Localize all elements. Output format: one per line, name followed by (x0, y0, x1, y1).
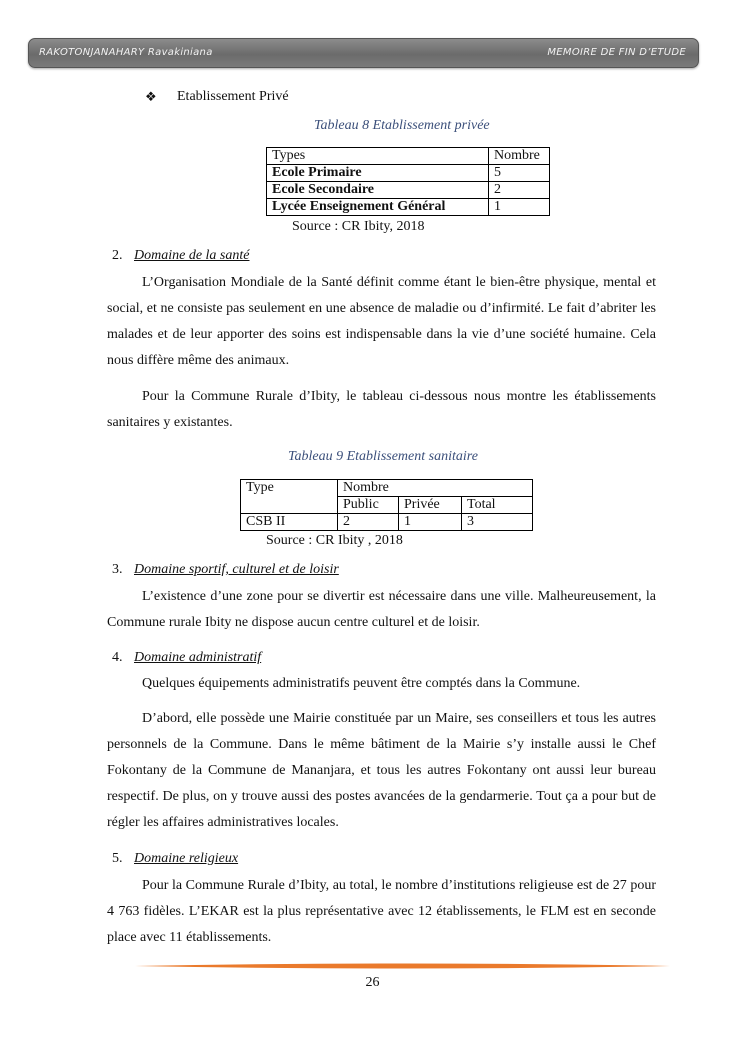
header-document-title: MEMOIRE DE FIN D’ETUDE (547, 47, 686, 58)
table-header-row (241, 480, 533, 497)
section-number: 2. (112, 248, 123, 263)
table-row (241, 514, 533, 531)
header-author: RAKOTONJANAHARY Ravakiniana (39, 47, 213, 58)
table-cell: 5 (489, 165, 550, 182)
paragraph: L’Organisation Mondiale de la Santé définit comme étant le bien-être physique, mental et social, et ne consiste pas seulement en une absence de maladie ou d’infirmité. Le fait d’abriter les malades et de leur apporter des soins est indispensable dans la vie d’une société humaine. Cela nous diffère même des animaux. (107, 275, 656, 368)
section-title: Domaine sportif, culturel et de loisir (134, 562, 339, 577)
table-cell: 1 (399, 514, 462, 531)
paragraph: L’existence d’une zone pour se divertir est nécessaire dans une ville. Malheureusement, la Commune rurale Ibity ne dispose aucun centre culturel et de loisir. (107, 589, 656, 630)
table-cell: Lycée Enseignement Général (267, 199, 489, 216)
footer-divider (135, 962, 670, 970)
bullet-heading: Etablissement Privé (177, 89, 289, 104)
table-cell: 2 (489, 182, 550, 199)
section-title: Domaine de la santé (134, 248, 250, 263)
table9-source: Source : CR Ibity , 2018 (266, 533, 403, 548)
paragraph: Quelques équipements administratifs peuvent être comptés dans la Commune. (142, 676, 581, 691)
section-number: 4. (112, 650, 123, 665)
table-header-cell: Nombre (338, 480, 533, 497)
table-cell: Ecole Secondaire (267, 182, 489, 199)
table-cell: CSB II (241, 514, 338, 531)
table-cell: Ecole Primaire (267, 165, 489, 182)
table-header-cell: Type (241, 480, 338, 514)
table9 (240, 479, 533, 531)
section-heading (112, 248, 249, 264)
table8-caption: Tableau 8 Etablissement privée (314, 118, 490, 133)
section-heading (112, 562, 339, 578)
table-cell: 1 (489, 199, 550, 216)
paragraph: Pour la Commune Rurale d’Ibity, le tableau ci-dessous nous montre les établissements sanitaires y existantes. (107, 389, 656, 430)
table-header-cell: Public (338, 497, 399, 514)
section-number: 3. (112, 562, 123, 577)
table-cell: 2 (338, 514, 399, 531)
section-title: Domaine religieux (134, 851, 239, 866)
table8-source: Source : CR Ibity, 2018 (292, 219, 425, 234)
paragraph: Pour la Commune Rurale d’Ibity, au total, le nombre d’institutions religieuse est de 27 pour 4 763 fidèles. L’EKAR est la plus représentative avec 12 établissements, le FLM est en seconde place avec 11 établissements. (107, 878, 656, 945)
table-header-cell: Privée (399, 497, 462, 514)
table-row (267, 165, 550, 182)
section-heading (112, 650, 261, 666)
section-title: Domaine administratif (134, 650, 262, 665)
diamond-bullet-icon: ❖ (145, 89, 157, 104)
table-row (267, 182, 550, 199)
running-header (28, 38, 699, 68)
table-cell: 3 (462, 514, 533, 531)
paragraph: D’abord, elle possède une Mairie constituée par un Maire, ses conseillers et tous les autres personnels de la Commune. Dans le même bâtiment de la Mairie s’y installe aussi le Chef Fokontany de la Commune de Mananjara, et tous les autres Fokontany ont aussi leur bureau respectif. De plus, on y trouve aussi des postes avancées de la gendarmerie. Tout ça a pour but de régler les affaires administratives locales. (107, 711, 656, 830)
table-header-row (267, 148, 550, 165)
table9-caption: Tableau 9 Etablissement sanitaire (288, 449, 478, 464)
table-row (267, 199, 550, 216)
section-heading (112, 851, 238, 867)
table-header-cell: Total (462, 497, 533, 514)
page-number: 26 (365, 975, 380, 990)
table8 (266, 147, 550, 216)
section-number: 5. (112, 851, 123, 866)
table-header-cell: Nombre (489, 148, 550, 165)
table-header-cell: Types (267, 148, 489, 165)
